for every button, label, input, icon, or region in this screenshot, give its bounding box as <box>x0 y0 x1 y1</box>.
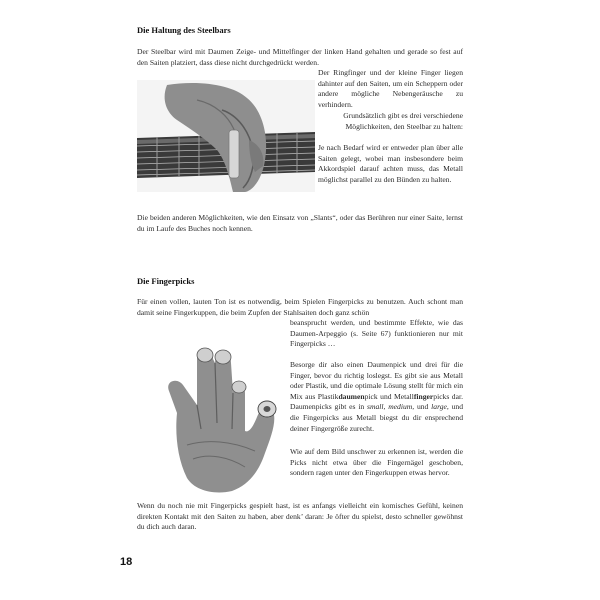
types-bold-daumen: daumen <box>338 391 365 401</box>
types-text-c: pick und Metall <box>364 391 414 401</box>
page-number: 18 <box>120 556 133 568</box>
types-text-a: Besorge dir also einen Daumenpick und drei für die Finger, bevor du richtig loslegst. Es gibt sie aus Metall oder Plastik, und die optimale Lösung stellt für mich ein Mix aus Plastik <box>290 360 463 401</box>
fingerpicks-hand-photo <box>137 333 287 495</box>
fingerpicks-paragraph-feeling: Wenn du noch nie mit Fingerpicks gespielt hast, ist es anfangs vielleicht ein komisches Gefühl, keinen direkten Kontakt mit den Saiten zu haben, aber denk’ daran: Je öfter du spielst, desto schneller gewöhnst du dich auch daran. <box>137 501 463 532</box>
section-title-steelbar: Die Haltung des Steelbars <box>137 25 231 35</box>
steelbar-paragraph-fingers: Der Ringfinger und der kleine Finger liegen dahinter auf den Saiten, um ein Scheppern oder andere mögliche Nebengeräusche zu verhindern. <box>318 68 463 109</box>
steelbar-paragraph-plan: Je nach Bedarf wird er entweder plan über alle Saiten gelegt, wobei man insbesondere beim Akkordspiel darauf achten muss, das Metall möglichst parallel zu den Bünden zu halten. <box>318 143 463 184</box>
types-italic-large: large <box>431 402 447 412</box>
fingerpicks-paragraph-position: Wie auf dem Bild unschwer zu erkennen ist, werden die Picks nicht etwa über die Fingernägel geschoben, sondern ragen unter den Fingerkuppen etwas hervor. <box>290 447 463 478</box>
steelbar-photo-illustration <box>137 80 315 192</box>
fingerpicks-paragraph-effects: beansprucht werden, und bestimmte Effekte, wie das Daumen-Arpeggio (s. Seite 67) funktionieren nur mit Fingerpicks … <box>290 318 463 349</box>
fingerpicks-paragraph-intro: Für einen vollen, lauten Ton ist es notwendig, beim Spielen Fingerpicks zu benutzen. Auch schont man damit seine Fingerkuppen, die beim Zupfen der Stahlsaiten doch ganz schön <box>137 297 463 317</box>
steelbar-paragraph-intro: Der Steelbar wird mit Daumen Zeige- und Mittelfinger der linken Hand gehalten und gerade so fest auf den Saiten platziert, dass diese nicht durchgedrückt werden. <box>137 47 463 67</box>
types-bold-finger: finger <box>413 391 434 401</box>
types-text-e: picks dar. Daumenpicks gibt es in <box>290 391 463 412</box>
steelbar-paragraph-options: Grundsätzlich gibt es drei verschiedene Möglichkeiten, den Steelbar zu halten: <box>343 111 463 131</box>
section-title-fingerpicks: Die Fingerpicks <box>137 276 195 286</box>
types-text-g: und <box>414 402 432 412</box>
steelbar-hand-photo <box>137 80 315 192</box>
fingerpicks-paragraph-types <box>290 360 463 434</box>
types-italic-sizes: small, medium, <box>367 402 415 412</box>
fingerpicks-photo-illustration <box>137 333 287 495</box>
types-text-i: , und die Fingerpicks aus Metall biegst du dir ensprechend deiner Fingergröße zurecht. <box>290 402 464 433</box>
steelbar-paragraph-slants: Die beiden anderen Möglichkeiten, wie den Einsatz von „Slants“, oder das Berühren nur einer Saite, lernst du im Laufe des Buches noch kennen. <box>137 213 463 233</box>
